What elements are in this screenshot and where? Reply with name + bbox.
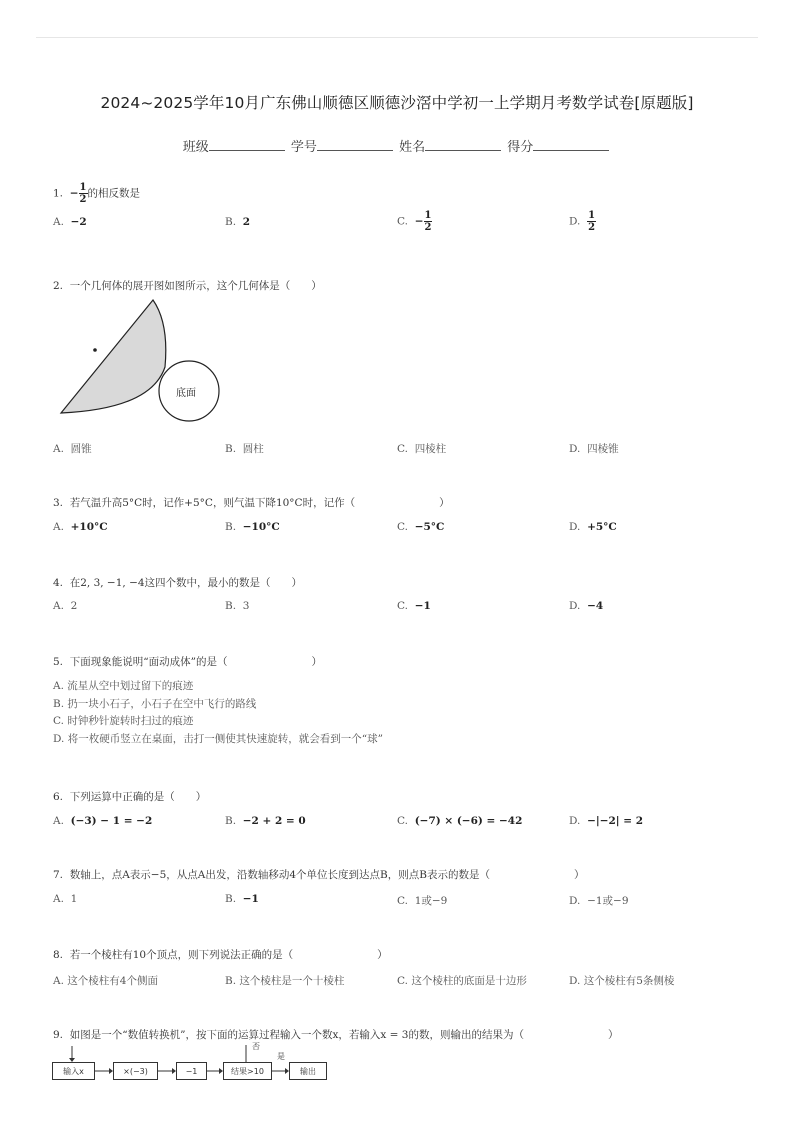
class-blank[interactable] bbox=[209, 137, 285, 151]
q8-option-c[interactable]: C. 这个棱柱的底面是十边形 bbox=[397, 975, 527, 987]
q3-option-a[interactable]: A. +10°C bbox=[53, 521, 108, 533]
q4-option-d[interactable]: D. −4 bbox=[569, 600, 604, 612]
q6-option-a[interactable]: A. (−3) − 1 = −2 bbox=[53, 815, 153, 827]
info-label-class: 班级 bbox=[182, 140, 209, 155]
question-1 bbox=[53, 182, 140, 205]
question-4: 4. 在2, 3, −1, −4这四个数中，最小的数是（ ） bbox=[53, 577, 303, 589]
q6-option-b[interactable]: B. −2 + 2 = 0 bbox=[225, 815, 306, 827]
q1-option-b[interactable]: B. 2 bbox=[225, 216, 251, 228]
flow-branch-no: 否 bbox=[252, 1042, 260, 1051]
question-3: 3. 若气温升高5°C时，记作+5°C，则气温下降10°C时，记作（ ） bbox=[53, 497, 450, 509]
q5-options bbox=[53, 678, 383, 748]
question-6: 6. 下列运算中正确的是（ ） bbox=[53, 791, 207, 803]
q6-option-d[interactable]: D. −|−2| = 2 bbox=[569, 815, 644, 827]
q4-option-b[interactable]: B. 3 bbox=[225, 600, 250, 612]
q5-option-a[interactable]: A. 流星从空中划过留下的痕迹 bbox=[53, 680, 194, 692]
flow-multiply-box: ×(−3) bbox=[113, 1062, 158, 1080]
base-label: 底面 bbox=[176, 388, 196, 399]
q6-option-c[interactable]: C. (−7) × (−6) = −42 bbox=[397, 815, 523, 827]
question-number: 1. bbox=[53, 187, 64, 200]
q2-option-c[interactable]: C. 四棱柱 bbox=[397, 443, 447, 455]
question-9: 9. 如图是一个“数值转换机”，按下面的运算过程输入一个数x，若输入x = 3的数，则输出的结果为（ ） bbox=[53, 1029, 619, 1041]
q3-option-d[interactable]: D. +5°C bbox=[569, 521, 617, 533]
q8-option-a[interactable]: A. 这个棱柱有4个侧面 bbox=[53, 975, 158, 987]
sector-shape bbox=[61, 300, 166, 413]
flow-input-box: 输入x bbox=[52, 1062, 95, 1080]
q8-option-b[interactable]: B. 这个棱柱是一个十棱柱 bbox=[225, 975, 345, 987]
stem-text: 下面现象能说明“面动成体”的是（ ） bbox=[69, 656, 322, 668]
flow-output-box: 输出 bbox=[289, 1062, 327, 1080]
q3-option-b[interactable]: B. −10°C bbox=[225, 521, 280, 533]
q4-option-c[interactable]: C. −1 bbox=[397, 600, 431, 612]
stem-text: 下列运算中正确的是（ ） bbox=[69, 791, 207, 803]
page-title: 2024~2025学年10月广东佛山顺德区顺德沙滘中学初一上学期月考数学试卷[原题版] bbox=[100, 94, 694, 112]
stem-text: 若气温升高5°C时，记作+5°C，则气温下降10°C时，记作（ ） bbox=[69, 497, 450, 509]
q7-option-a[interactable]: A. 1 bbox=[53, 893, 78, 905]
vertex-dot bbox=[93, 348, 97, 352]
stem-fraction: $\frac{1}{2}$ bbox=[79, 182, 87, 205]
info-label-name: 姓名 bbox=[399, 140, 426, 155]
stem-sign: − bbox=[69, 187, 79, 200]
stem-text: 在2, 3, −1, −4这四个数中，最小的数是（ ） bbox=[69, 577, 303, 589]
stem-text: 数轴上，点A表示−5，从点A出发，沿数轴移动4个单位长度到达点B，则点B表示的数是（ ） bbox=[69, 869, 585, 881]
id-blank[interactable] bbox=[317, 137, 393, 151]
cone-net-figure bbox=[55, 297, 225, 427]
info-label-score: 得分 bbox=[507, 140, 534, 155]
q5-option-c[interactable]: C. 时钟秒针旋转时扫过的痕迹 bbox=[53, 715, 194, 727]
q7-option-d[interactable]: D. −1或−9 bbox=[569, 895, 629, 907]
name-blank[interactable] bbox=[425, 137, 501, 151]
q7-option-b[interactable]: B. −1 bbox=[225, 893, 259, 905]
score-blank[interactable] bbox=[533, 137, 609, 151]
question-7: 7. 数轴上，点A表示−5，从点A出发，沿数轴移动4个单位长度到达点B，则点B表示的数是（ ） bbox=[53, 869, 585, 881]
stem-text: 如图是一个“数值转换机”，按下面的运算过程输入一个数x，若输入x = 3的数，则输出的结果为（ ） bbox=[69, 1029, 619, 1041]
stem-text: 的相反数是 bbox=[87, 187, 140, 200]
q5-option-d[interactable]: D. 将一枚硬币竖立在桌面，击打一侧使其快速旋转，就会看到一个“球” bbox=[53, 732, 383, 745]
student-info-line bbox=[0, 136, 794, 155]
info-label-id: 学号 bbox=[290, 140, 317, 155]
question-8: 8. 若一个棱柱有10个顶点，则下列说法正确的是（ ） bbox=[53, 949, 388, 961]
flow-branch-yes: 是 bbox=[277, 1052, 285, 1061]
q2-option-d[interactable]: D. 四棱锥 bbox=[569, 443, 619, 455]
top-divider bbox=[36, 37, 758, 38]
flow-subtract-box: −1 bbox=[176, 1062, 207, 1080]
q2-option-a[interactable]: A. 圆锥 bbox=[53, 443, 92, 455]
question-2: 2. 一个几何体的展开图如图所示，这个几何体是（ ） bbox=[53, 280, 322, 292]
q8-option-d[interactable]: D. 这个棱柱有5条侧棱 bbox=[569, 975, 675, 987]
q1-option-a[interactable]: A. −2 bbox=[53, 216, 87, 228]
q3-option-c[interactable]: C. −5°C bbox=[397, 521, 445, 533]
stem-text: 一个几何体的展开图如图所示，这个几何体是（ ） bbox=[69, 280, 322, 292]
q1-option-d[interactable]: D. $\frac{1}{2}$ bbox=[569, 210, 596, 233]
q1-option-c[interactable]: C. − $\frac{1}{2}$ bbox=[397, 210, 432, 233]
flow-condition-box: 结果>10 bbox=[223, 1062, 272, 1080]
stem-text: 若一个棱柱有10个顶点，则下列说法正确的是（ ） bbox=[69, 949, 388, 961]
q5-option-b[interactable]: B. 扔一块小石子，小石子在空中飞行的路线 bbox=[53, 697, 257, 710]
question-5: 5. 下面现象能说明“面动成体”的是（ ） bbox=[53, 656, 322, 668]
q4-option-a[interactable]: A. 2 bbox=[53, 600, 78, 612]
q7-option-c[interactable]: C. 1或−9 bbox=[397, 895, 448, 907]
q2-option-b[interactable]: B. 圆柱 bbox=[225, 443, 264, 455]
